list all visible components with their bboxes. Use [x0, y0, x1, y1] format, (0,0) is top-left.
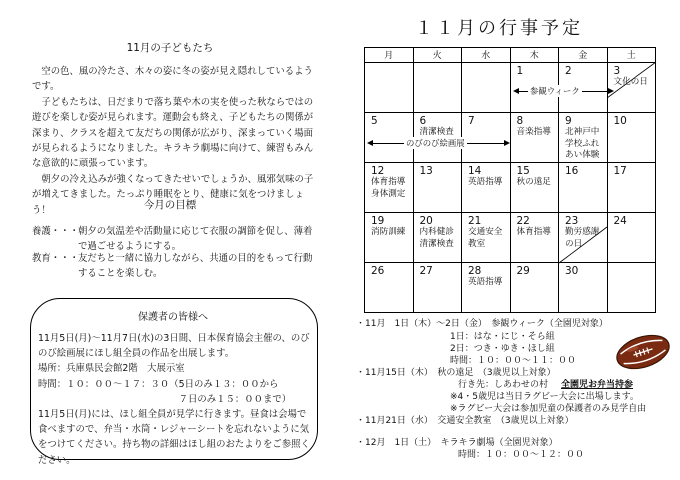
calendar-day-event: 消防訓練: [371, 227, 406, 237]
schedule-line-10: ・12月 1日（土） キラキラ劇場（全園児対象）: [356, 438, 558, 448]
calendar-day-number: 7: [468, 115, 475, 127]
kids-section-title: 11月の子どもたち: [126, 42, 214, 54]
calendar-day-number: 9: [565, 115, 572, 127]
schedule-line-1: ・11月 1日（木）〜2日（金） 参観ウィーク（全園児対象）: [356, 319, 608, 329]
calendar-day-number: 23: [565, 215, 579, 227]
calendar-day-number: 17: [613, 165, 627, 177]
calendar-day-number: 29: [516, 265, 530, 277]
calendar-day-number: 22: [516, 215, 530, 227]
weekday-mon: 月: [365, 48, 414, 63]
goal-text-education: 友だちと一緒に協力しながら、共通の目的をもって行動 することを楽しむ。: [78, 253, 313, 280]
schedule-line-9: ・11月21日（水） 交通安全教室 （3歳児以上対象）: [356, 416, 574, 426]
schedule-line-2: 1日：はな・にじ・そら組: [450, 332, 555, 342]
calendar-day-event: 英語指導: [468, 177, 503, 187]
calendar-day-event: 清潔検査: [419, 238, 454, 249]
calendar-title: １１月の行事予定: [415, 18, 583, 39]
schedule-line-5: ・11月15日（木） 秋の遠足 （3歳児以上対象）: [356, 368, 556, 378]
calendar-day-number: 13: [419, 165, 433, 177]
goal-text-care: 朝夕の気温差や活動量に応じて衣服の調節を促し、薄着 で過ごせるようにする。: [78, 226, 313, 253]
kids-section-body: 空の色、風の冷たさ、木々の姿に冬の姿が見え隠れしているようです。 子どもたちは、日だまりで落ち葉や木の実を使った秋ならではの遊びを楽しむ姿が見られます。運動会も終え、子どもたちの関係が深まり、クラスを超えて友だちの関係が広がり、深まっていく場面が見られるようになりました。キラキラ劇場に向けて、練習もみんな意欲的に頑張っています。 朝夕の冷え込みが強くなってきたせいでしょうか、風邪気味の子が増えてきました。たっぷり睡眠をとり、健康に気をつけましょう！: [32, 66, 314, 216]
calendar-day-number: 15: [516, 165, 530, 177]
schedule-line-8: ※ラグビー大会は参加児童の保護者のみ見学自由: [450, 404, 647, 414]
nobinobi-label: のびのび絵画展: [406, 138, 465, 148]
notice-title: 保護者の皆様へ: [138, 312, 208, 323]
calendar-day-event: 学校ふれ: [565, 138, 600, 149]
calendar-day-event: 身体測定: [371, 188, 406, 199]
goals-section-title: 今月の目標: [143, 199, 197, 211]
holiday-slash-3: [607, 62, 656, 98]
calendar-day-event: 交通安全: [468, 227, 503, 237]
calendar-day-event: 勤労感謝: [565, 227, 600, 237]
calendar-day-event: の日: [565, 238, 583, 249]
calendar-day-event: 清潔検査: [419, 127, 454, 137]
calendar-day-number: 26: [371, 265, 385, 277]
weekday-sat: 土: [607, 48, 656, 63]
calendar-day-number: 14: [468, 165, 482, 177]
calendar-day-number: 2: [565, 65, 572, 77]
schedule-line-6: 行き先：しあわせの村: [458, 380, 549, 390]
calendar-day-number: 20: [419, 215, 433, 227]
calendar-day-number: 16: [565, 165, 579, 177]
notice-body: 11月5日(月)〜11月7日(水)の3日間、日本保育協会主催の、のびのび絵画展にほし組全員の作品を出展します。 場所：兵庫県民会館2階 大展示室 時間：１０：００〜１７：３０（5日のみ１３：００から ７日のみ１５：００まで） 11月5日(月)には、ほし組全員が見学に行きます。昼食は会場で食べますので、弁当・水筒・レジャーシートを忘れないように気をつけてください。持ち物の詳細はほし組のおたよりをご参照ください。: [38, 333, 310, 466]
weekday-fri: 金: [559, 48, 608, 63]
weekday-thu: 木: [510, 48, 559, 63]
calendar-day-number: 8: [516, 115, 524, 127]
calendar-day-number: 3: [613, 65, 621, 77]
calendar-day-event: 教室: [468, 238, 486, 249]
calendar-day-number: 30: [565, 265, 579, 277]
schedule-line-3: 2日：つき・ゆき・ほし組: [450, 344, 555, 354]
calendar-day-number: 21: [468, 215, 482, 227]
calendar-day-event: 英語指導: [468, 277, 503, 287]
calendar-day-event: 体育指導: [371, 177, 406, 187]
goal-label-education: 教育・・・: [32, 253, 79, 264]
schedule-line-7: ※4・5歳児は当日ラグビー大会に出場します。: [450, 392, 639, 402]
calendar-day-number: 12: [371, 165, 385, 177]
calendar-day-number: 5: [371, 115, 378, 127]
rugby-ball-icon: [612, 330, 674, 374]
weekday-tue: 火: [413, 48, 462, 63]
calendar-day-number: 24: [613, 215, 627, 227]
calendar-day-number: 6: [419, 115, 427, 127]
goal-label-care: 養護・・・: [32, 226, 79, 237]
calendar-day-event: 北神戸中: [565, 127, 600, 137]
calendar-day-event: あい体験: [565, 150, 600, 160]
calendar-day-number: 19: [371, 215, 385, 227]
calendar-day-event: 秋の遠足: [516, 177, 551, 187]
calendar-day-event: 内科健診: [419, 227, 454, 237]
schedule-line-11: 時間：１０：００〜１２：００: [458, 450, 585, 460]
calendar-day-number: 28: [468, 265, 482, 277]
calendar-day-number: 10: [613, 115, 627, 127]
holiday-slash-23: [559, 227, 607, 263]
calendar-day-event: 文化の日: [613, 77, 648, 87]
schedule-line-4: 時間：１０：００〜１１：００: [450, 356, 577, 366]
calendar-day-number: 1: [516, 65, 524, 77]
schedule-bento-note: 全園児お弁当持参: [561, 380, 634, 390]
sankan-week-label: 参観ウィーク: [530, 86, 580, 96]
calendar-day-number: 27: [419, 265, 433, 277]
calendar-day-event: 音楽指導: [516, 127, 551, 137]
calendar-day-event: 体育指導: [516, 227, 551, 237]
weekday-wed: 水: [462, 48, 511, 63]
